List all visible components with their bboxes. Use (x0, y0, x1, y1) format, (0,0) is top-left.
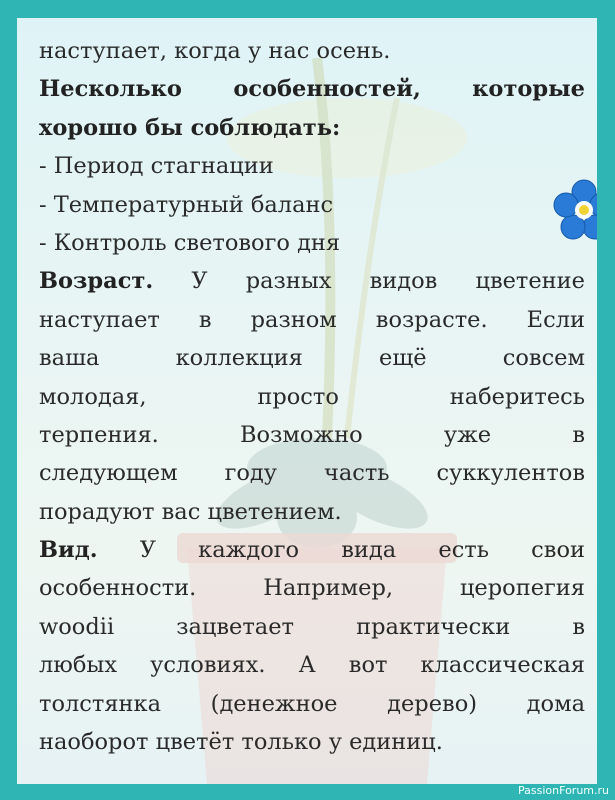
list-item: - Период стагнации (39, 153, 274, 180)
text-line: особенности. Например, церопегия (39, 575, 585, 602)
text-line (39, 70, 585, 108)
article-text (39, 32, 585, 761)
text-line: наоборот цветёт только у единиц. (39, 729, 443, 756)
text-line (39, 531, 585, 569)
list-item: - Контроль светового дня (39, 229, 341, 256)
text-line (39, 262, 585, 300)
text-span: У каждого вида есть свои (97, 537, 585, 564)
text-line: любых условиях. А вот классическая (39, 652, 585, 679)
heading-text: Несколько особенностей, которые (39, 76, 585, 103)
content-card (17, 18, 597, 784)
section-label: Возраст. (39, 268, 154, 295)
heading-text: хорошо бы соблюдать: (39, 114, 341, 141)
text-line: толстянка (денежное дерево) дома (39, 690, 585, 717)
text-span: У разных видов цветение (153, 268, 585, 295)
text-line: наступает в разном возрасте. Если (39, 306, 585, 333)
text-line: молодая, просто наберитесь (39, 383, 585, 410)
text-line: woodii зацветает практически в (39, 613, 585, 640)
list-item: - Температурный баланс (39, 191, 334, 218)
site-watermark: PassionForum.ru (518, 784, 609, 797)
text-line: следующем году часть суккулентов (39, 460, 585, 487)
text-line: терпения. Возможно уже в (39, 421, 585, 448)
text-line: наступает, когда у нас осень. (39, 38, 391, 64)
section-label: Вид. (39, 537, 98, 564)
text-line (39, 109, 585, 147)
text-line: ваша коллекция ещё совсем (39, 345, 585, 372)
text-line: порадуют вас цветением. (39, 498, 342, 525)
